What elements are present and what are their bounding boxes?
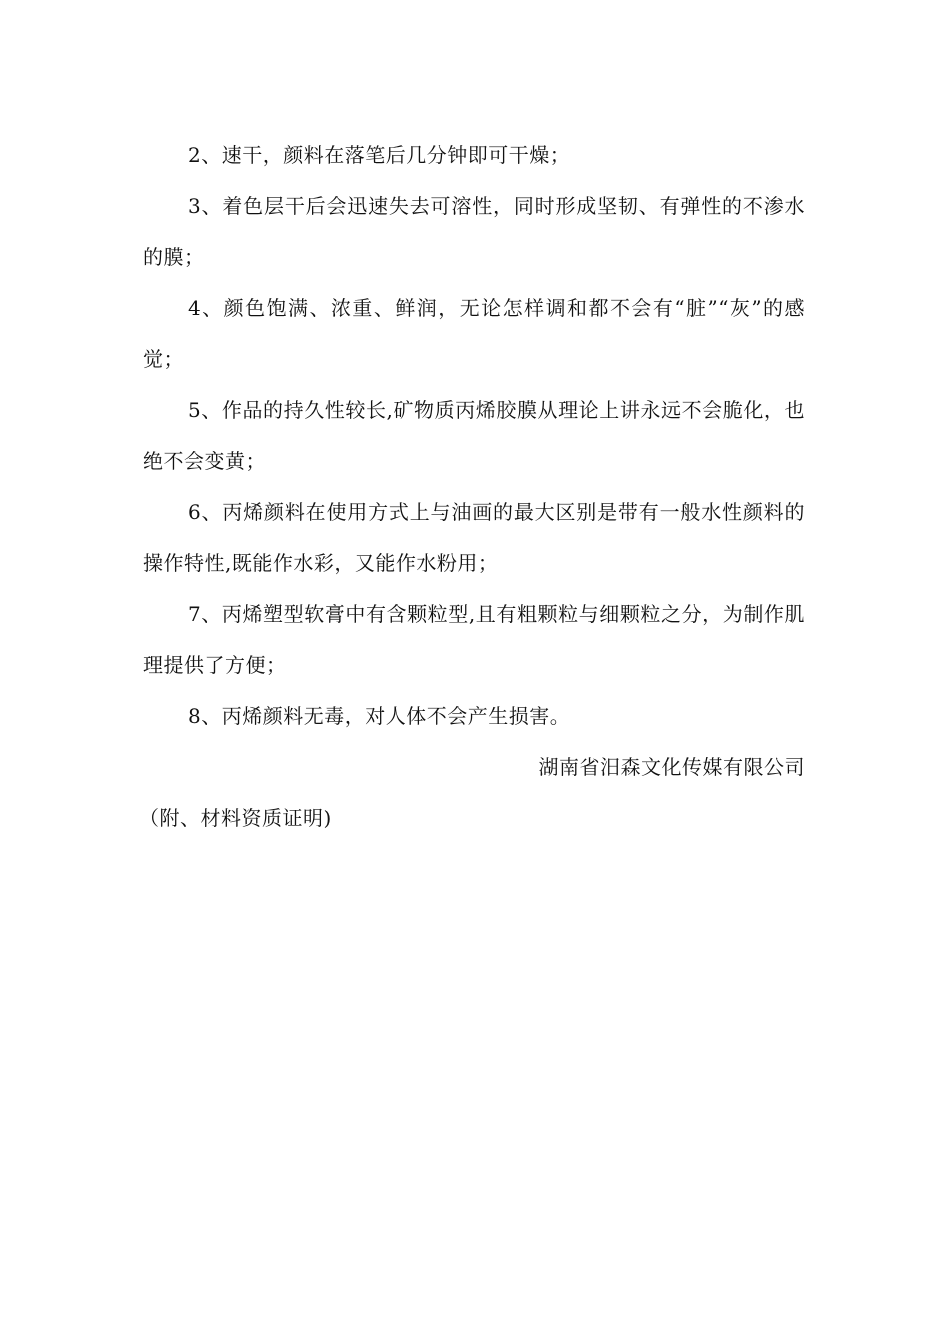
paragraph-item-6: 6、丙烯颜料在使用方式上与油画的最大区别是带有一般水性颜料的操作特性,既能作水彩，又能作水粉用； <box>143 500 805 575</box>
document-body <box>139 130 805 844</box>
attachment-note: （附、材料资质证明) <box>139 806 332 830</box>
paragraph-item-2: 2、速干，颜料在落笔后几分钟即可干燥； <box>188 143 571 167</box>
paragraph-item-3: 3、着色层干后会迅速失去可溶性，同时形成坚韧、有弹性的不渗水的膜； <box>143 194 805 269</box>
paragraph-item-5: 5、作品的持久性较长,矿物质丙烯胶膜从理论上讲永远不会脆化，也绝不会变黄； <box>143 398 805 473</box>
paragraph-item-8: 8、丙烯颜料无毒，对人体不会产生损害。 <box>188 704 571 728</box>
company-signature: 湖南省汨森文化传媒有限公司 <box>538 755 805 779</box>
paragraph-item-4: 4、颜色饱满、浓重、鲜润，无论怎样调和都不会有“脏”“灰”的感觉； <box>143 296 805 371</box>
paragraph-item-7: 7、丙烯塑型软膏中有含颗粒型,且有粗颗粒与细颗粒之分，为制作肌理提供了方便； <box>143 602 805 677</box>
